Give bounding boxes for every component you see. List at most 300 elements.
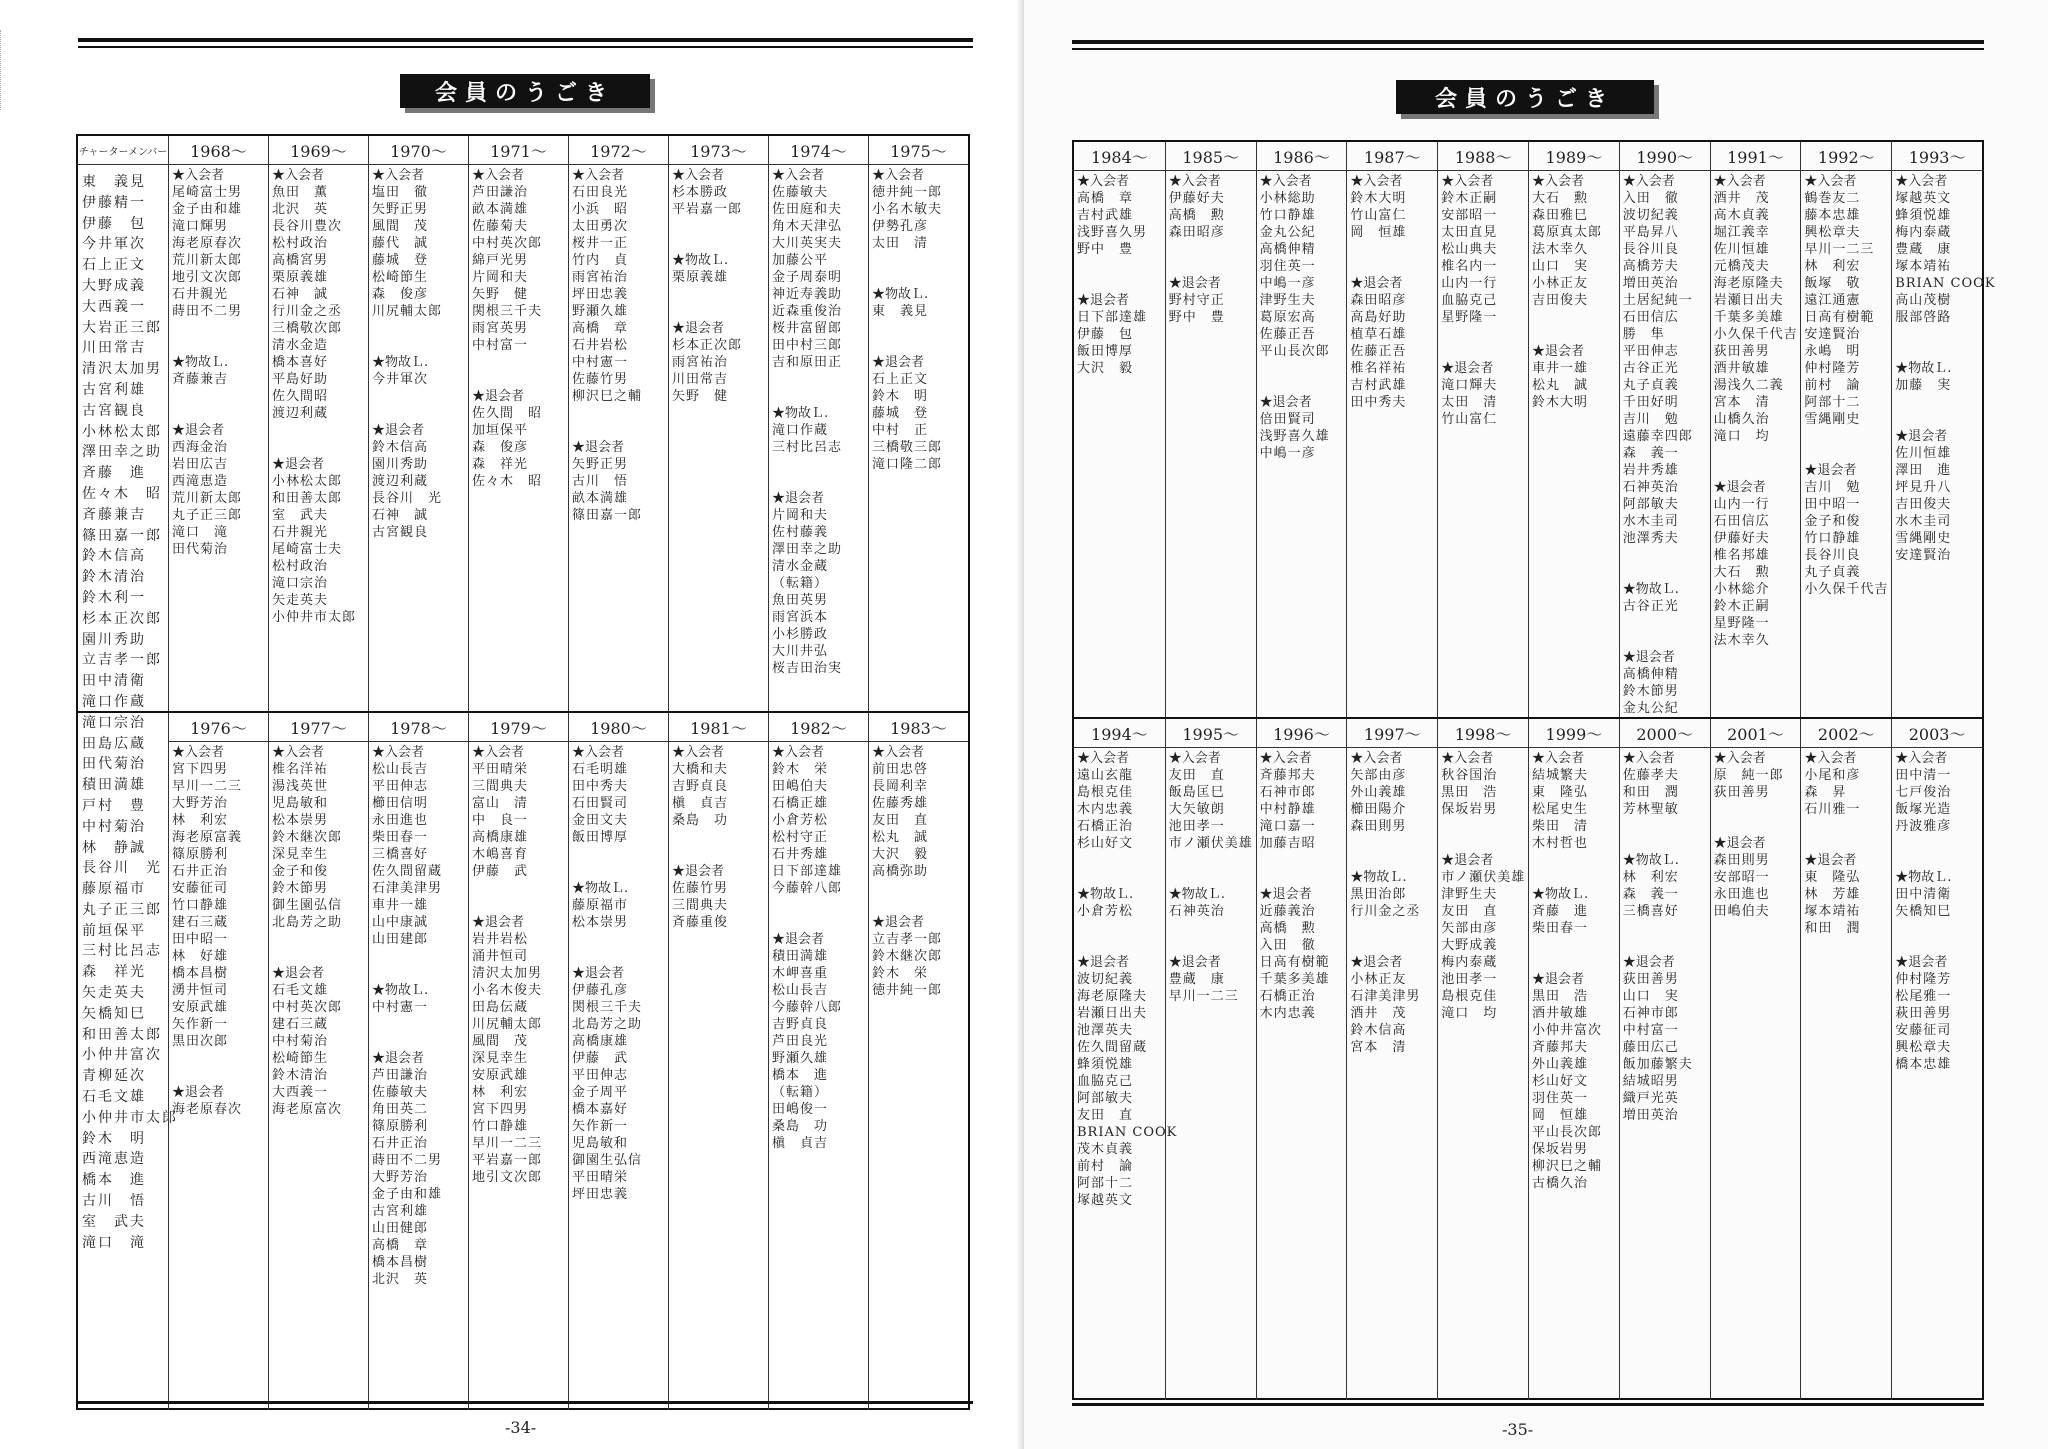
member-name: 豊蔵 康 [1895, 242, 1952, 257]
member-name: 矢作新一 [572, 1119, 629, 1134]
member-list [672, 167, 766, 707]
status-label: ★退会者 [172, 423, 225, 438]
member-name: 松崎節生 [372, 270, 429, 285]
charter-member-name: 大岩正三郎 [82, 319, 162, 336]
member-name: 佐田庭和夫 [772, 202, 843, 217]
member-name: 建石三蔵 [172, 915, 229, 930]
member-name: 日高有樹範 [1259, 955, 1330, 970]
member-name: 田中昭一 [1804, 497, 1861, 512]
member-name: 島根克佳 [1441, 989, 1498, 1004]
bottom-rule [78, 1401, 973, 1404]
charter-member-name: 前垣保平 [82, 922, 146, 939]
status-block [1532, 886, 1617, 937]
member-name: 鈴木信高 [1350, 1023, 1407, 1038]
member-name: 水木圭司 [1895, 514, 1952, 529]
year-header: 1976〜 [169, 713, 268, 742]
status-label: ★入会者 [1350, 174, 1403, 189]
member-name: 御生園弘信 [272, 898, 343, 913]
status-label: ★入会者 [1622, 174, 1675, 189]
member-list [272, 167, 366, 707]
member-name: 森 俊彦 [472, 440, 529, 455]
member-name: 金子由和雄 [372, 1187, 443, 1202]
member-name: 高橋芳夫 [1622, 259, 1679, 274]
member-name: 池澤秀夫 [1622, 531, 1679, 546]
charter-member-name: 鈴木利一 [82, 589, 146, 606]
member-name: 木嶋喜育 [472, 847, 529, 862]
status-block [1895, 173, 1996, 326]
status-label: ★退会者 [1350, 955, 1403, 970]
status-label: ★入会者 [472, 745, 525, 760]
status-label: ★物故Ｌ. [572, 881, 629, 896]
member-name: 日下部達雄 [772, 864, 843, 879]
member-name: 杉山好文 [1532, 1074, 1589, 1089]
status-block [472, 388, 566, 490]
year-header: 1989〜 [1529, 142, 1619, 171]
member-name: 平島昇八 [1622, 225, 1679, 240]
member-name: 高橋 章 [372, 1238, 429, 1253]
member-name: 和田 潤 [1622, 785, 1679, 800]
member-name: 平田伸志 [572, 1068, 629, 1083]
member-name: 山田建郎 [372, 932, 429, 947]
member-name: 高橋弥助 [872, 864, 929, 879]
member-name: 滝口作蔵 [772, 423, 829, 438]
member-name: 小杉勝政 [772, 627, 829, 642]
member-name: 長谷川豊次 [272, 219, 343, 234]
member-list [572, 744, 666, 1406]
member-name: 金丸公紀 [1259, 225, 1316, 240]
member-name: 小久保千代吉 [1804, 582, 1889, 597]
status-block [572, 439, 666, 524]
member-name: 松丸 誠 [1532, 378, 1589, 393]
member-name: 林 好雄 [172, 949, 229, 964]
year-column [1346, 142, 1437, 717]
year-row [78, 136, 968, 711]
member-name: 竹口静雄 [1259, 208, 1316, 223]
status-block [1350, 954, 1435, 1056]
member-name: 佐藤竹男 [572, 372, 629, 387]
member-name: 野中 豊 [1168, 310, 1225, 325]
member-name: 永田進也 [1713, 887, 1770, 902]
member-name: 野村守正 [1168, 293, 1225, 308]
member-name: 山橋久治 [1713, 412, 1770, 427]
member-name: 今井軍次 [372, 372, 429, 387]
year-column [168, 136, 268, 711]
member-name: 和田善太郎 [272, 491, 343, 506]
member-name: 大沢 毅 [1077, 361, 1134, 376]
status-label: ★退会者 [1622, 650, 1675, 665]
member-name: 星野隆一 [1441, 310, 1498, 325]
member-name: 和田 潤 [1804, 921, 1861, 936]
member-name: 神近寿義助 [772, 287, 843, 302]
status-block [572, 744, 666, 846]
member-name: 伊藤 武 [572, 1051, 629, 1066]
member-name: 坪田忠義 [572, 1187, 629, 1202]
status-block [572, 167, 666, 405]
charter-member-name: 古宮利雄 [82, 381, 146, 398]
member-name: 斉藤兼吉 [172, 372, 229, 387]
member-name: 松村守正 [772, 830, 829, 845]
member-name: 酒井 茂 [1350, 1006, 1407, 1021]
member-name: 金子周泰明 [772, 270, 843, 285]
member-name: 篠原勝利 [372, 1119, 429, 1134]
charter-member-name: 積田満雄 [82, 777, 146, 794]
member-name: 元橋茂夫 [1713, 259, 1770, 274]
member-name: 関根三千夫 [572, 1000, 643, 1015]
member-name: 荻田善男 [1713, 785, 1770, 800]
year-header: 1985〜 [1166, 142, 1256, 171]
member-name: 安達賢治 [1804, 327, 1861, 342]
status-block [172, 744, 266, 1050]
member-name: 森田則男 [1350, 819, 1407, 834]
member-name: 小林松太郎 [272, 474, 343, 489]
status-block [1077, 886, 1163, 920]
status-label: ★入会者 [572, 745, 625, 760]
status-label: ★退会者 [1895, 955, 1948, 970]
member-name: 槇 貞吉 [772, 1136, 829, 1151]
member-name: 佐藤正吾 [1350, 344, 1407, 359]
year-header: 1993〜 [1892, 142, 1982, 171]
member-name: 津野生夫 [1259, 293, 1316, 308]
year-header: 1982〜 [769, 713, 868, 742]
membership-table [1072, 140, 1996, 1400]
year-column [868, 713, 968, 1410]
member-name: 竹山富仁 [1350, 208, 1407, 223]
member-name: 三間典夫 [672, 898, 729, 913]
status-label: ★入会者 [772, 168, 825, 183]
member-name: 森 祥光 [472, 457, 529, 472]
status-label: ★退会者 [1532, 344, 1585, 359]
member-name: 田中村三郎 [772, 338, 843, 353]
member-name: 中 良一 [472, 813, 529, 828]
member-name: 吉村武雄 [1350, 378, 1407, 393]
member-name: 古宮利雄 [372, 1204, 429, 1219]
member-name: 桜井一正 [572, 236, 629, 251]
member-name: 丸子正三郎 [172, 508, 243, 523]
member-name: 森 昇 [1804, 785, 1847, 800]
member-name: 海老原富義 [172, 830, 243, 845]
member-name: 関根三千夫 [472, 304, 543, 319]
status-block [772, 490, 866, 677]
status-block [1895, 360, 1980, 394]
status-block [872, 286, 966, 320]
year-column [1074, 719, 1178, 1400]
member-name: 田嶋俊一 [772, 1102, 829, 1117]
member-name: 松本崇男 [272, 813, 329, 828]
status-block [1077, 173, 1163, 258]
year-header: 2001〜 [1711, 719, 1801, 748]
status-label: ★退会者 [772, 491, 825, 506]
member-name: 酒井敏雄 [1532, 1006, 1589, 1021]
member-name: 増田英治 [1622, 276, 1679, 291]
status-label: ★退会者 [1713, 836, 1766, 851]
member-name: 木岬喜重 [772, 966, 829, 981]
status-label: ★入会者 [1895, 751, 1948, 766]
member-name: 石井親光 [272, 525, 329, 540]
status-label: ★入会者 [1259, 751, 1312, 766]
member-name: 岩田広吉 [172, 457, 229, 472]
member-name: 山口 実 [1622, 989, 1679, 1004]
member-list [772, 744, 866, 1406]
charter-member-name: 鈴木清治 [82, 569, 146, 586]
member-name: 藤城 登 [872, 406, 929, 421]
member-name: 倍田賢司 [1259, 412, 1316, 427]
year-column [1891, 142, 1996, 717]
charter-member-name: 杉本正次郎 [82, 610, 162, 627]
status-block [1441, 852, 1526, 1022]
member-name: 平田伸志 [372, 779, 429, 794]
member-name: 三橋敬次郎 [272, 321, 343, 336]
charter-member-name: 川田常吉 [82, 340, 146, 357]
member-name: 石橋正雄 [772, 796, 829, 811]
member-name: 坪見升八 [1895, 480, 1952, 495]
status-label: ★入会者 [472, 168, 525, 183]
member-name: 小仲井富次 [1532, 1023, 1603, 1038]
status-block [672, 320, 766, 405]
member-name: 小久保千代吉 [1713, 327, 1798, 342]
member-name: 松山長吉 [772, 983, 829, 998]
member-name: 安部昭一 [1713, 870, 1770, 885]
status-label: ★入会者 [572, 168, 625, 183]
member-name: 長谷川 光 [372, 491, 443, 506]
member-name: 高橋 章 [1077, 191, 1134, 206]
page-title: 会員のうごき [400, 74, 650, 108]
member-list [1623, 750, 1708, 1396]
member-name: 加藤 実 [1895, 378, 1952, 393]
year-column [1165, 719, 1256, 1400]
member-name: 松崎節生 [272, 1051, 329, 1066]
member-name: 建石三蔵 [272, 1017, 329, 1032]
status-label: ★物故Ｌ. [1532, 887, 1589, 902]
member-name: 綿戸光男 [472, 253, 529, 268]
year-header: 1969〜 [269, 136, 368, 165]
member-name: 佐川恒雄 [1895, 446, 1952, 461]
member-name: 柴田 清 [1532, 819, 1589, 834]
member-name: 椎名邦雄 [1713, 548, 1770, 563]
status-label: ★退会者 [272, 457, 325, 472]
member-name: 鈴木正嗣 [1713, 599, 1770, 614]
year-column [368, 713, 468, 1410]
member-name: 橋本 進 [772, 1068, 829, 1083]
status-label: ★退会者 [1441, 853, 1494, 868]
member-name: 矢野 健 [472, 287, 529, 302]
member-name: 酒井敏雄 [1713, 361, 1770, 376]
member-name: 森田昭彦 [1350, 293, 1407, 308]
year-header: 1999〜 [1529, 719, 1619, 748]
charter-member-name: 古宮観良 [82, 402, 146, 419]
charter-member-name: 藤原福市 [82, 881, 146, 898]
status-block [1623, 750, 1708, 818]
member-name: 飯田博厚 [572, 830, 629, 845]
member-name: 金子周平 [572, 1085, 629, 1100]
member-name: 黒田治郎 [1350, 887, 1407, 902]
member-name: 鈴木信高 [372, 440, 429, 455]
member-name: 結城昭男 [1622, 1074, 1679, 1089]
member-name: 芦田謙治 [472, 185, 529, 200]
status-label: ★入会者 [1259, 174, 1312, 189]
year-header: 1978〜 [369, 713, 468, 742]
member-list [1169, 173, 1254, 713]
year-column [1528, 719, 1619, 1400]
member-name: 古谷正光 [1622, 361, 1679, 376]
year-header: 1981〜 [669, 713, 768, 742]
year-column [768, 136, 868, 711]
member-name: 長谷川良 [1622, 242, 1679, 257]
status-block [1804, 173, 1889, 428]
status-block [572, 965, 666, 1203]
member-name: 滝口輝男 [172, 219, 229, 234]
member-name: 蒔田不二男 [372, 1153, 443, 1168]
member-name: 安藤征司 [172, 881, 229, 896]
year-column [868, 136, 968, 711]
status-block [772, 167, 866, 371]
status-block [1623, 649, 1708, 717]
member-name: 雨宮英男 [472, 321, 529, 336]
year-column [1256, 719, 1347, 1400]
charter-member-name: 大西義一 [82, 298, 146, 315]
member-name: 石神英治 [1622, 480, 1679, 495]
member-name: 滝口 滝 [172, 525, 229, 540]
member-name: 斉藤邦夫 [1532, 1040, 1589, 1055]
charter-member-name: 長谷川 光 [82, 860, 162, 877]
member-list [1804, 750, 1889, 1396]
year-column [668, 713, 768, 1410]
member-name: 佐々木 昭 [472, 474, 543, 489]
member-name: 長谷川良 [1804, 548, 1861, 563]
year-column [268, 136, 368, 711]
member-name: 塚本靖祐 [1804, 904, 1861, 919]
member-name: 中嶋一彦 [1259, 276, 1316, 291]
member-name: 森田雅巳 [1532, 208, 1589, 223]
member-name: 雨宮祐治 [572, 270, 629, 285]
member-name: 荻田善男 [1713, 344, 1770, 359]
member-name: 柴田春一 [372, 830, 429, 845]
member-name: 田中清一 [1895, 768, 1952, 783]
status-block [1260, 173, 1345, 360]
member-name: 蒔田不二男 [172, 304, 243, 319]
status-block [872, 744, 966, 880]
member-name: 石橋正治 [1259, 989, 1316, 1004]
member-name: 蜂須悦雄 [1895, 208, 1952, 223]
status-label: ★退会者 [872, 915, 925, 930]
charter-header: チャーターメンバー [78, 136, 168, 165]
member-name: 高橋康雄 [572, 1034, 629, 1049]
page-title: 会員のうごき [1396, 80, 1654, 114]
member-name: 結城繁夫 [1532, 768, 1589, 783]
status-block [1714, 173, 1799, 445]
member-name: 東 隆弘 [1804, 870, 1861, 885]
member-name: 林 利宏 [472, 1085, 529, 1100]
member-name: 矢橋知巳 [1895, 904, 1952, 919]
member-name: 三橋敬三郎 [872, 440, 943, 455]
member-name: 野中 豊 [1077, 242, 1134, 257]
member-name: 東 隆弘 [1532, 785, 1589, 800]
member-name: 永田進也 [372, 813, 429, 828]
status-label: ★退会者 [1350, 276, 1403, 291]
status-label: ★入会者 [672, 745, 725, 760]
member-name: 吉田俊夫 [1532, 293, 1589, 308]
member-name: 小林正友 [1350, 972, 1407, 987]
member-name: 吉村武雄 [1077, 208, 1134, 223]
member-name: 鈴木継次郎 [272, 830, 343, 845]
member-name: 鈴木大明 [1532, 395, 1589, 410]
member-name: 松山長吉 [372, 762, 429, 777]
status-block [1895, 869, 1980, 920]
member-name: 櫛田陽介 [1350, 802, 1407, 817]
member-name: 塩田 徹 [372, 185, 429, 200]
member-name: 近森重俊治 [772, 304, 843, 319]
status-block [1623, 173, 1708, 547]
member-name: 石田賢司 [572, 796, 629, 811]
year-header: 2003〜 [1892, 719, 1982, 748]
status-label: ★入会者 [1713, 174, 1766, 189]
member-name: 徳井純一郎 [872, 983, 943, 998]
year-header: 1975〜 [869, 136, 968, 165]
member-name: 伊藤好夫 [1168, 191, 1225, 206]
charter-member-name: 伊藤精一 [82, 194, 146, 211]
member-name: 篠原勝利 [172, 847, 229, 862]
status-block [1441, 173, 1526, 326]
member-name: 平山長次郎 [1532, 1125, 1603, 1140]
year-column [1256, 142, 1347, 717]
charter-member-name: 滝口作蔵 [82, 693, 146, 710]
member-name: 藤原福市 [572, 898, 629, 913]
status-label: ★入会者 [1713, 751, 1766, 766]
status-block [1169, 886, 1254, 920]
member-name: 佐藤孝夫 [1622, 768, 1679, 783]
member-name: 植草石雄 [1350, 327, 1407, 342]
member-name: 入田 徹 [1259, 938, 1316, 953]
status-block [1441, 750, 1526, 818]
member-name: 日下部達雄 [1077, 310, 1148, 325]
member-name: 三村比呂志 [772, 440, 843, 455]
member-name: 池澤英夫 [1077, 1023, 1134, 1038]
member-name: 椎名内一 [1441, 259, 1498, 274]
member-name: 大野芳治 [172, 796, 229, 811]
member-name: 篠田嘉一郎 [572, 508, 643, 523]
status-block [272, 456, 366, 626]
member-list [572, 167, 666, 707]
member-name: （転籍） [772, 576, 829, 591]
member-name: 伊藤 包 [1077, 327, 1134, 342]
member-name: 橋本喜好 [272, 355, 329, 370]
member-name: 森田昭彦 [1168, 225, 1225, 240]
status-block [1804, 462, 1889, 598]
status-block [372, 982, 466, 1016]
status-label: ★物故Ｌ. [172, 355, 229, 370]
member-name: （転籍） [772, 1085, 829, 1100]
member-name: 永嶋 明 [1804, 344, 1861, 359]
member-name: 清水金造 [272, 338, 329, 353]
member-name: 丸子貞義 [1622, 378, 1679, 393]
member-name: 佐村藤義 [772, 525, 829, 540]
charter-member-name: 滝口 滝 [82, 1234, 146, 1251]
year-header: 1972〜 [569, 136, 668, 165]
status-label: ★物故Ｌ. [872, 287, 929, 302]
status-label: ★物故Ｌ. [1350, 870, 1407, 885]
charter-member-name: 西滝恵造 [82, 1151, 146, 1168]
member-name: 市ノ瀬伏美雄 [1441, 870, 1526, 885]
status-label: ★退会者 [1895, 429, 1948, 444]
member-name: 今藤幹八郎 [772, 881, 843, 896]
member-name: 杉本勝政 [672, 185, 729, 200]
page-number: -34- [505, 1418, 537, 1437]
member-name: 北沢 英 [272, 202, 329, 217]
status-block [1169, 750, 1254, 852]
member-name: 林 利宏 [1804, 259, 1861, 274]
member-name: 島根克佳 [1077, 785, 1134, 800]
member-name: 高橋康雄 [472, 830, 529, 845]
status-block [672, 252, 766, 286]
